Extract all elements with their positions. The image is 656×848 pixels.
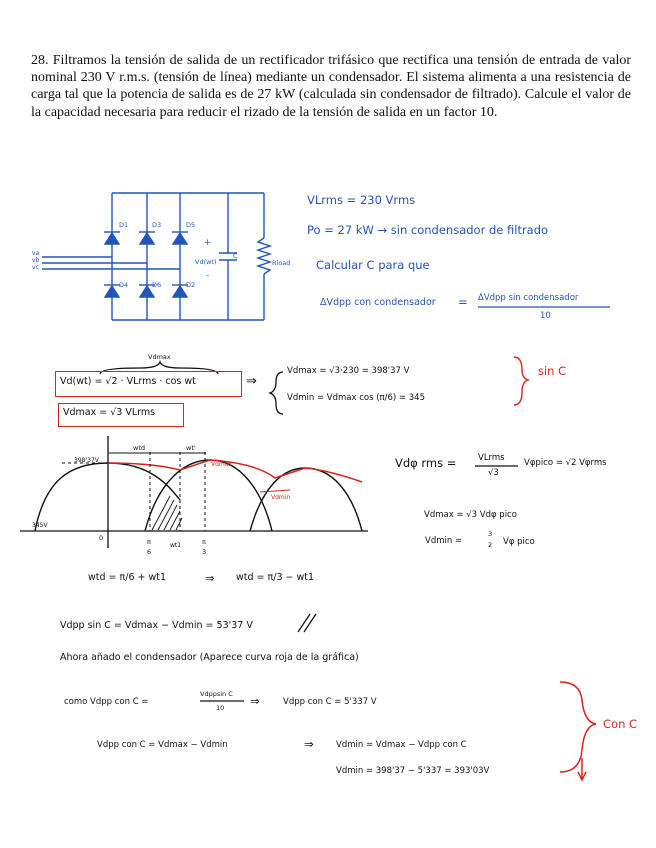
graph-wt1-axis: wt1: [170, 542, 182, 549]
vdpp-sinc-line: Vdpp sin C = Vdmax − Vdmin = 53'37 V: [60, 620, 253, 631]
vdpp-conc-arrow: ⇒: [304, 737, 314, 751]
graph-vdmax-label: Vdmax: [211, 461, 232, 468]
vdmin-calc: Vdmin = Vdmax cos (π/6) = 345: [287, 393, 425, 403]
given-ten: 10: [540, 311, 551, 321]
given-calcular: Calcular C para que: [316, 258, 430, 272]
como-den: 10: [216, 704, 225, 712]
graph-wt1: wt': [186, 444, 196, 452]
wtd-equation-2: wtd = π/3 − wt1: [236, 572, 315, 583]
ahora-line: Ahora añado el condensador (Aparece curva roja de la gráfica): [60, 652, 359, 663]
graph-pi3-den: 3: [202, 548, 207, 556]
implies-arrow: ⇒: [246, 374, 257, 389]
vphi-rms-den: √3: [488, 468, 499, 478]
wtd-equation-1: wtd = π/6 + wt1: [88, 572, 167, 583]
vdmax-formula: Vdmax = √3 VLrms: [63, 407, 156, 418]
diode-label-d6: D6: [152, 281, 162, 289]
graph-peak-label: 398'37V: [74, 457, 99, 464]
diode-label-d2: D2: [186, 281, 196, 289]
vdmin-pico-den: 2: [488, 541, 493, 549]
waveform-graph: [20, 436, 368, 548]
cap-label: C: [233, 252, 238, 260]
vphi-rms-num: VLrms: [478, 453, 505, 463]
phase-label-a: va: [32, 250, 40, 257]
graph-vdmin-label: Vdmin: [271, 494, 291, 501]
load-label: Rload: [272, 259, 291, 267]
graph-zero: 0: [99, 534, 104, 542]
con-c-label: Con C: [603, 717, 638, 731]
graph-pi6-num: π: [147, 538, 151, 546]
vdmax-over-label: Vdmax: [148, 353, 171, 361]
plus-sign: +: [204, 238, 212, 248]
phase-label-c: vc: [32, 264, 39, 271]
vdmax-pico: Vdmax = √3 Vdφ pico: [424, 510, 517, 520]
vdmin-pico-num: 3: [488, 530, 493, 538]
graph-left-label: 345V: [32, 522, 48, 529]
como-num: Vdppsin C: [200, 690, 233, 698]
given-vlrms: VLrms = 230 Vrms: [307, 193, 416, 207]
vd-formula: Vd(wt) = √2 · VLrms · cos wt: [60, 376, 196, 387]
phase-label-b: vb: [32, 257, 40, 264]
vdmin-pico-b: Vφ pico: [503, 537, 535, 547]
problem-statement: 28. Filtramos la tensión de salida de un rectificador trifásico que rectifica una tensión de entrada de valor nominal 230 V r.m.s. (tensión de línea) mediante un condensador. El sistema alimenta a una resistencia de carga tal que la potencia de salida es de 27 kW (calculada sin condensador de filtrado). Calcule el valor de la capacidad necesaria para reducir el rizado de la tensión de salida en un factor 10.: [31, 53, 631, 120]
vdmin-pico-a: Vdmin =: [425, 536, 463, 546]
sin-c-label: sin C: [538, 364, 567, 378]
diode-label-d3: D3: [152, 221, 162, 229]
vphi-rms-left: Vdφ rms =: [395, 456, 457, 470]
diode-label-d1: D1: [119, 221, 129, 229]
como-left: como Vdpp con C =: [64, 697, 149, 707]
minus-sign: -: [206, 271, 210, 281]
como-result: Vdpp con C = 5'337 V: [283, 697, 377, 707]
vdpp-conc-eq: Vdpp con C = Vdmax − Vdmin: [97, 740, 228, 750]
sinc-brace: [514, 357, 528, 405]
diode-label-d5: D5: [186, 221, 196, 229]
vdmin-eq: Vdmin = Vdmax − Vdpp con C: [336, 740, 467, 750]
vphi-pico: Vφpico = √2 Vφrms: [524, 458, 607, 468]
diode-label-d4: D4: [119, 281, 129, 289]
vdmax-calc: Vdmax = √3·230 = 398'37 V: [287, 366, 410, 376]
given-equals: =: [458, 295, 468, 309]
conc-brace: [560, 682, 596, 772]
wtd-arrow: ⇒: [205, 571, 215, 585]
vdmin-value: Vdmin = 398'37 − 5'337 = 393'03V: [336, 766, 490, 776]
graph-pi6-den: 6: [147, 548, 152, 556]
given-dvdpp-con: ΔVdpp con condensador: [320, 297, 436, 308]
given-po: Po = 27 kW → sin condensador de filtrado: [307, 223, 549, 237]
given-dvdpp-sin: ΔVdpp sin condensador: [478, 293, 579, 303]
graph-pi3-num: π: [202, 538, 206, 546]
graph-wtd: wtd: [133, 444, 145, 452]
diode-symbols: [104, 232, 188, 297]
vd-label: Vd(wt): [195, 258, 217, 266]
como-arrow: ⇒: [250, 694, 260, 708]
